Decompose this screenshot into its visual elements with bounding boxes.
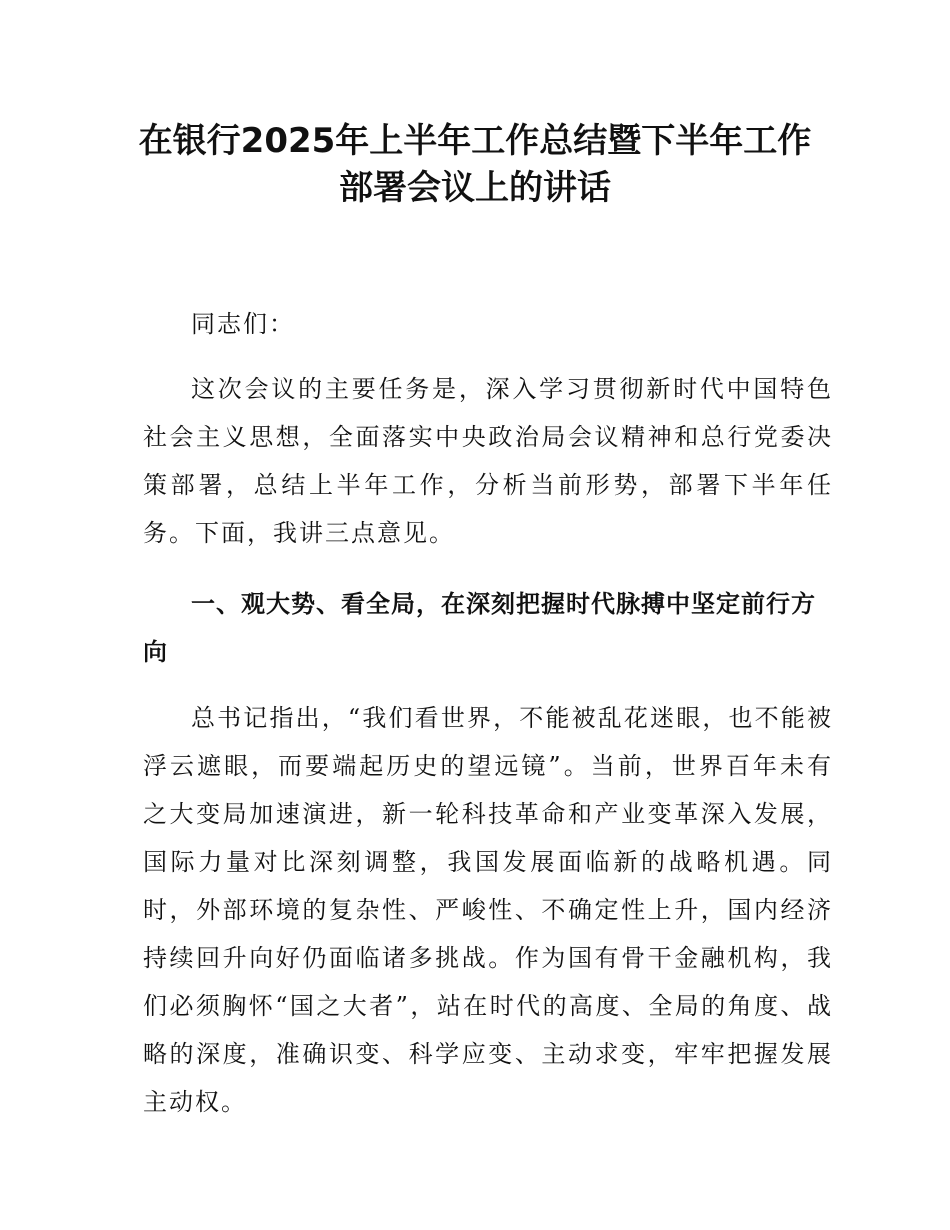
greeting: 同志们： xyxy=(191,310,295,338)
section-heading-1: 一、观大势、看全局，在深刻把握时代脉搏中坚定前行方向 xyxy=(143,590,816,666)
document-title-line-1: 在银行2025年上半年工作总结暨下半年工作 xyxy=(138,121,812,161)
paragraph-intro: 这次会议的主要任务是，深入学习贯彻新时代中国特色社会主义思想，全面落实中央政治局会议精神和总行党委决策部署，总结上半年工作，分析当前形势，部署下半年任务。下面，我讲三点意见。 xyxy=(143,375,833,547)
document-title-line-2: 部署会议上的讲话 xyxy=(339,168,611,208)
paragraph-section-1: 总书记指出，“我们看世界，不能被乱花迷眼，也不能被浮云遮眼，而要端起历史的望远镜”。当前，世界百年未有之大变局加速演进，新一轮科技革命和产业变革深入发展，国际力量对比深刻调整，我国发展面临新的战略机遇。同时，外部环境的复杂性、严峻性、不确定性上升，国内经济持续回升向好仍面临诸多挑战。作为国有骨干金融机构，我们必须胸怀“国之大者”，站在时代的高度、全局的角度、战略的深度，准确识变、科学应变、主动求变，牢牢把握发展主动权。 xyxy=(143,704,833,1116)
